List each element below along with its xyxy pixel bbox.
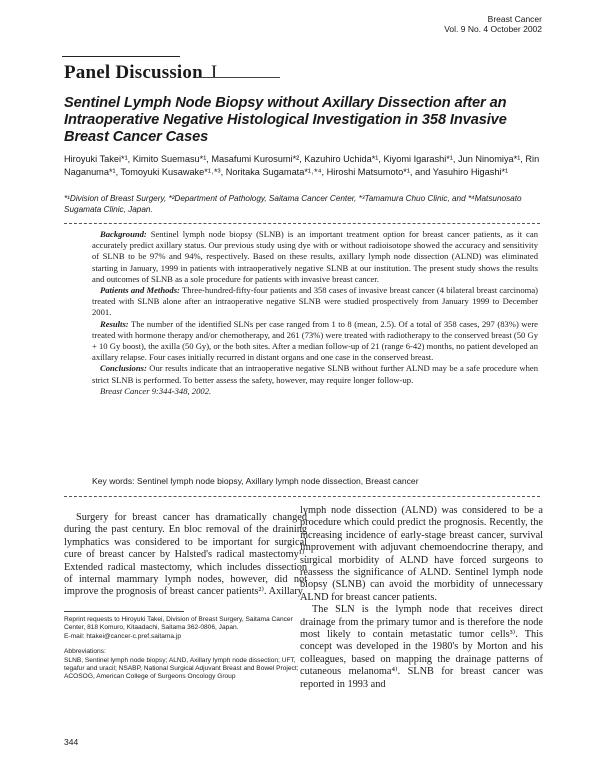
- abstract-methods: [92, 285, 538, 319]
- footnote: [64, 616, 307, 682]
- affiliations: *¹Division of Breast Surgery, *²Department of Pathology, Saitama Cancer Center, *³Tamamura Chuo Clinic, and *⁴Matsunosato Sugamata Clinic, Japan.: [64, 194, 522, 214]
- body-paragraph: Surgery for breast cancer has dramatically changed during the past century. En bloc removal of the draining lymphatics was considered to be important for surgical cure of breast cancer by Halsted's radical mastectomy¹⁾. Extended radical mastectomy, which includes dissection of internal mammary lymph nodes, however, did not improve the prognosis of breast cancer patients²⁾. Axillary: [64, 512, 307, 598]
- abstract-background: [92, 229, 538, 285]
- results-label: Results:: [100, 318, 129, 329]
- body-paragraph: lymph node dissection (ALND) was considered to be a procedure which could predict the prognosis. Recently, the increasing incidence of early-stage breast cancer, survival improvement with adjuvant chemoendocrine therapy, and surgical morbidity of ALND have forced surgeons to reassess the significance of ALND. Sentinel lymph node biopsy (SLNB) can avoid the morbidity of unnecessary ALND for breast cancer patients.: [300, 505, 543, 603]
- email: E-mail: htakei@cancer-c.pref.saitama.jp: [64, 632, 181, 640]
- author-list: Hiroyuki Takei*¹, Kimito Suemasu*¹, Masafumi Kurosumi*², Kazuhiro Uchida*¹, Kiyomi Igarashi*¹, Jun Ninomiya*¹, Rin Naganuma*¹, Tomoyuki Kusawake*¹˒*³, Noritaka Sugamata*¹˒*⁴, Hiroshi Matsumoto*¹, and Yasuhiro Higashi*¹: [64, 154, 540, 177]
- abstract-results: [92, 319, 538, 364]
- keywords: Key words: Sentinel lymph node biopsy, Axillary lymph node dissection, Breast cancer: [92, 476, 419, 486]
- conclusions-label: Conclusions:: [100, 363, 147, 374]
- methods-text: Three-hundred-fifty-four patients and 358 cases of invasive breast cancer (4 bilateral breast carcinoma) treated with SLNB alone after an intraoperative negative SLNB were studied prospectively from January 1999 to December 2001.: [92, 285, 538, 318]
- abbreviations: SLNB, Sentinel lymph node biopsy; ALND, Axillary lymph node dissection; UFT, tegafur and uracil; NSABP, National Surgical Adjuvant Breast and Bowel Project; ACOSOG, American College of Surgeons Oncology Group: [64, 656, 299, 681]
- header-rule: [62, 56, 180, 57]
- article-title: Sentinel Lymph Node Biopsy without Axillary Dissection after an Intraoperative Negative Histological Investigation in 358 Invasive Breast Cancer Cases: [64, 95, 507, 145]
- journal-header: [444, 14, 542, 34]
- conclusions-text: Our results indicate that an intraoperative negative SLNB without further ALND may be a safe procedure when strict SLNB is performed. To better assess the safety, however, may require longer follow-up.: [92, 363, 538, 385]
- panel-label: Panel Discussion: [64, 62, 203, 83]
- body-paragraph: The SLN is the lymph node that receives direct drainage from the primary tumor and is therefore the node most likely to contain metastatic tumor cells³⁾. This concept was developed in the 1980's by Morton and his colleagues, based on mapping the drainage patterns of cutaneous melanoma⁴⁾. SLNB for breast cancer was reported in 1993 and: [300, 604, 543, 690]
- journal-name: Breast Cancer: [487, 14, 542, 24]
- abbreviations-heading: Abbreviations:: [64, 648, 106, 656]
- reprint-requests: Reprint requests to Hiroyuki Takei, Division of Breast Surgery, Saitama Cancer Center, 818 Komuro, Kitaadachi, Saitama 362-0806, Japan.: [64, 616, 293, 632]
- panel-heading: [64, 62, 217, 84]
- abstract-conclusions: [92, 363, 538, 385]
- footnote-rule: [64, 611, 184, 612]
- background-label: Background:: [100, 229, 147, 239]
- body-column-right: [300, 505, 543, 691]
- abstract: [92, 229, 538, 397]
- body-column-left: [64, 512, 307, 599]
- methods-label: Patients and Methods:: [100, 285, 180, 296]
- abstract-bottom-rule: [64, 496, 540, 497]
- abstract-top-rule: [64, 223, 540, 224]
- background-text: Sentinel lymph node biopsy (SLNB) is an important treatment option for breast cancer patients, as it can accurately predict axillary status. Our previous study using dye with or without radioisotope showed the accuracy and sensitivity of SLNB to be 97% and 94%, respectively. Based on these results, axillary lymph node dissection (ALND) was eliminated starting in January, 1999 in patients with intraoperatively negative SLNB at our institution. The present study shows the results and outcomes of SLNB as a sole procedure for patients with invasive breast cancer.: [92, 229, 538, 284]
- results-text: The number of the identified SLNs per case ranged from 1 to 8 (mean, 2.5). Of a total of 358 cases, 297 (83%) were treated with hormone therapy and/or chemotherapy, and 261 (73%) were treated with radiotherapy to the conserved breast (50 Gy + 10 Gy boost), the axilla (50 Gy), or the both sites. After a median follow-up of 21 (range 6-42) months, no patient developed an axillary relapse. Four cases initially recurred in distant organs and one case in the conserved breast.: [92, 318, 538, 363]
- citation: Breast Cancer 9:344-348, 2002.: [100, 385, 212, 396]
- abstract-citation: [92, 386, 538, 397]
- page-number: 344: [64, 737, 79, 747]
- panel-rule: [196, 77, 280, 78]
- journal-volume: Vol. 9 No. 4 October 2002: [444, 24, 542, 34]
- panel-numeral: I: [210, 62, 218, 83]
